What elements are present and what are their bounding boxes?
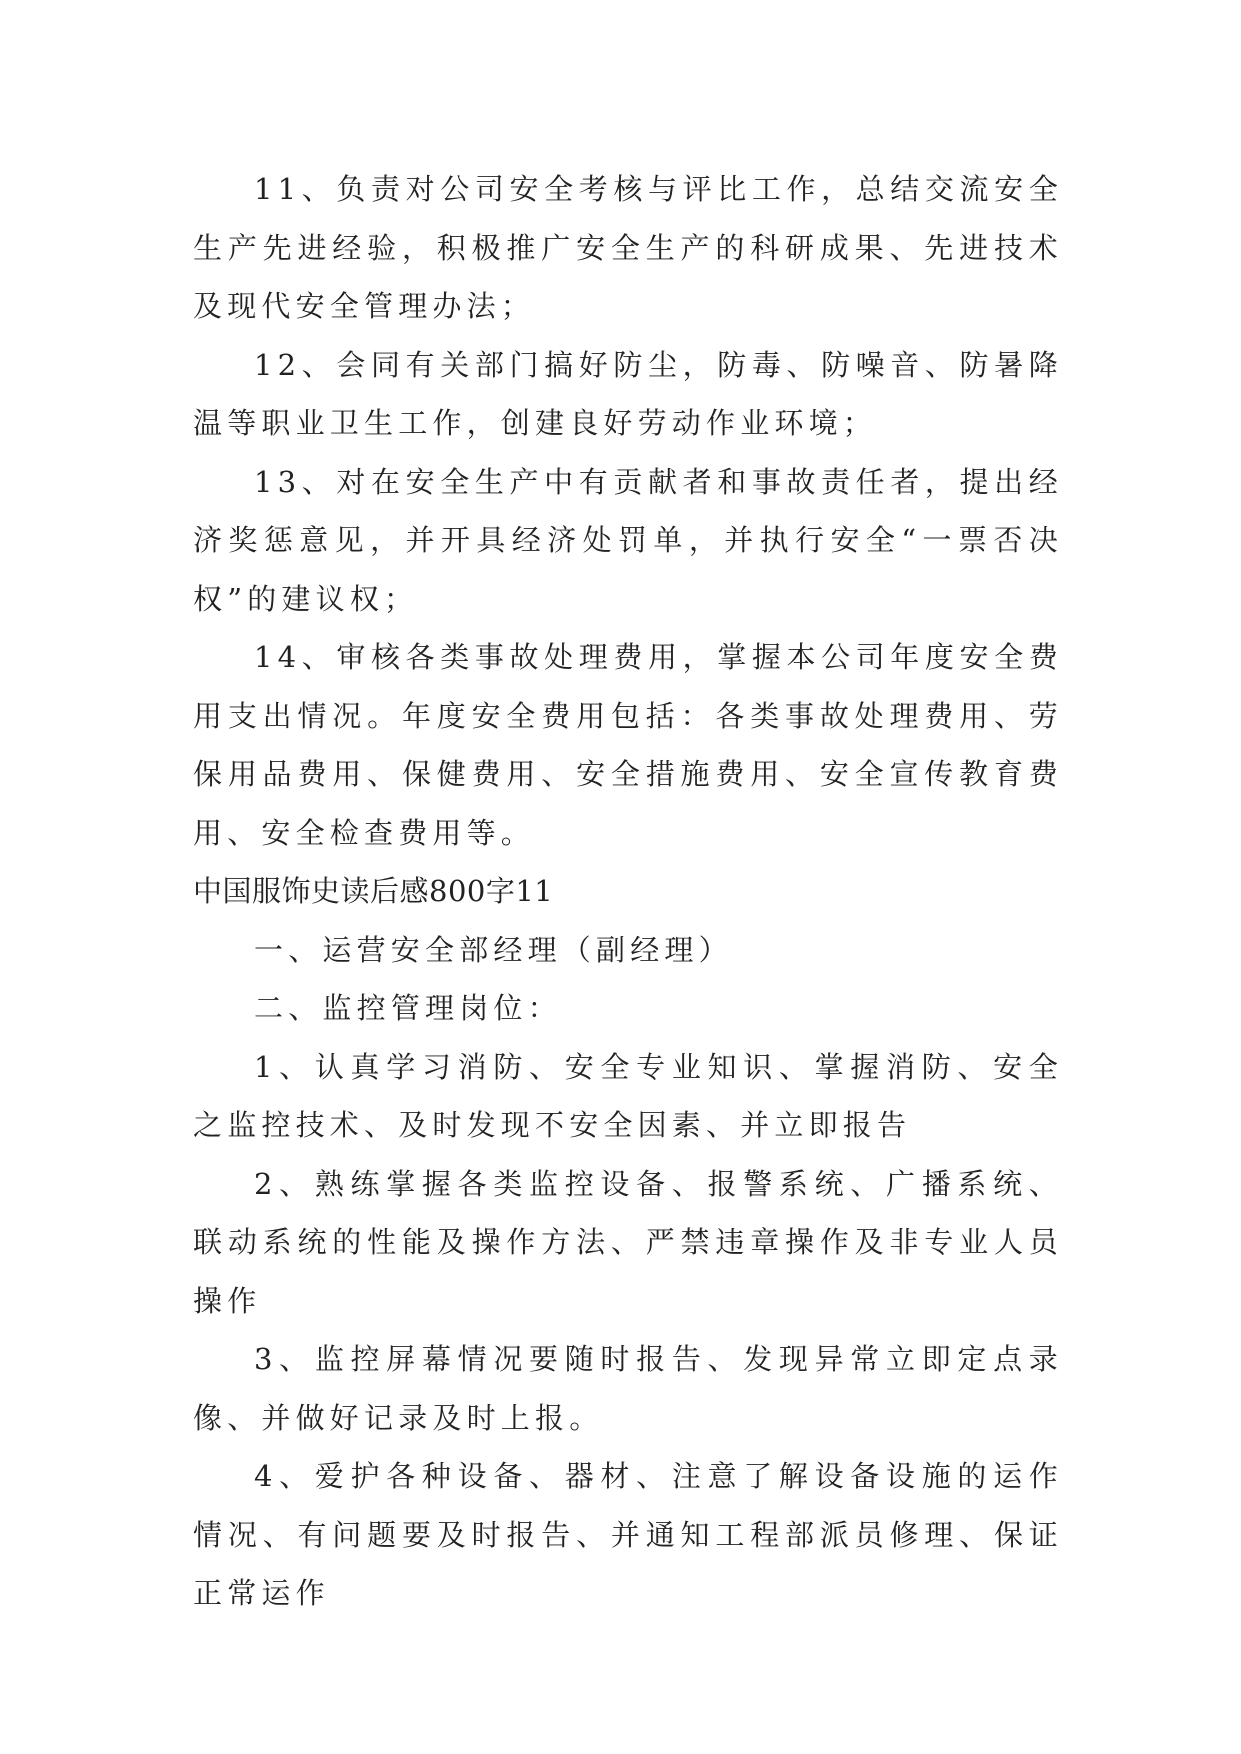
paragraph-duty-2: 2、熟练掌握各类监控设备、报警系统、广播系统、联动系统的性能及操作方法、严禁违章操作及非专业人员操作 xyxy=(193,1166,1063,1318)
paragraph-duty-4: 4、爱护各种设备、器材、注意了解设备设施的运作情况、有问题要及时报告、并通知工程部派员修理、保证正常运作 xyxy=(193,1459,1063,1610)
paragraph-section-two: 二、监控管理岗位： xyxy=(254,991,562,1025)
paragraph-item-14: 14、审核各类事故处理费用，掌握本公司年度安全费用支出情况。年度安全费用包括：各类事故处理费用、劳保用品费用、保健费用、安全措施费用、安全宣传教育费用、安全检查费用等。 xyxy=(193,640,1063,850)
paragraph-item-13: 13、对在安全生产中有贡献者和事故责任者，提出经济奖惩意见，并开具经济处罚单，并执行安全“一票否决权”的建议权； xyxy=(193,464,1063,616)
paragraph-duty-3: 3、监控屏幕情况要随时报告、发现异常立即定点录像、并做好记录及时上报。 xyxy=(193,1342,1063,1435)
paragraph-item-11: 11、负责对公司安全考核与评比工作，总结交流安全生产先进经验，积极推广安全生产的科研成果、先进技术及现代安全管理办法； xyxy=(193,172,1063,323)
document-body xyxy=(193,160,1063,1623)
paragraph-duty-1: 1、认真学习消防、安全专业知识、掌握消防、安全之监控技术、及时发现不安全因素、并立即报告 xyxy=(193,1049,1063,1142)
paragraph-section-one: 一、运营安全部经理（副经理） xyxy=(254,932,733,967)
section-heading: 中国服饰史读后感800字11 xyxy=(193,874,554,908)
paragraph-item-12: 12、会同有关部门搞好防尘，防毒、防噪音、防暑降温等职业卫生工作，创建良好劳动作业环境； xyxy=(193,347,1063,440)
